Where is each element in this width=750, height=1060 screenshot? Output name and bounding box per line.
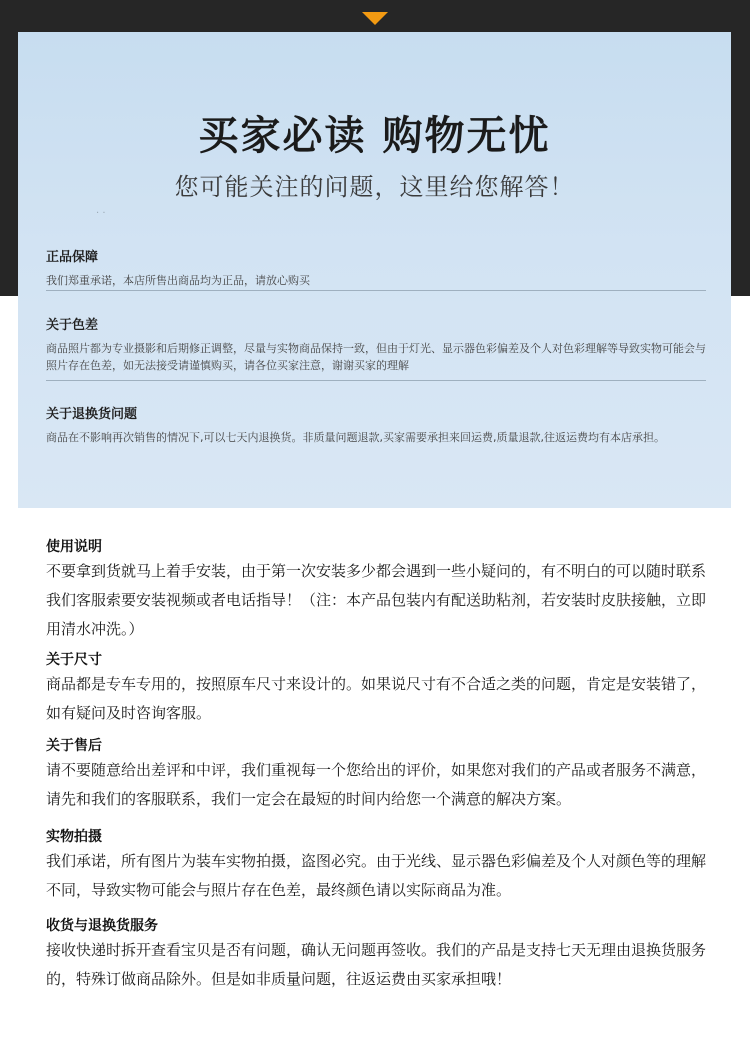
decorative-dots: · · — [96, 208, 106, 219]
section-size — [46, 650, 716, 728]
section-body: 接收快递时拆开查看宝贝是否有问题，确认无问题再签收。我们的产品是支持七天无理由退换货服务的，特殊订做商品除外。但是如非质量问题，往返运费由买家承担哦！ — [46, 941, 707, 988]
section-body: 不要拿到货就马上着手安装，由于第一次安装多少都会遇到一些小疑问的，有不明白的可以随时联系我们客服索要安装视频或者电话指导！（注：本产品包装内有配送助粘剂，若安装时皮肤接触，立即用清水冲洗。） — [46, 562, 707, 638]
faq-question: 关于色差 — [46, 318, 99, 333]
section-photos — [46, 827, 716, 905]
page-subtitle: 您可能关注的问题，这里给您解答！ — [174, 173, 575, 201]
section-body: 商品都是专车专用的，按照原车尺寸来设计的。如果说尺寸有不合适之类的问题，肯定是安装错了，如有疑问及时咨询客服。 — [46, 675, 707, 722]
faq-answer: 我们郑重承诺，本店所售出商品均为正品，请放心购买 — [46, 274, 310, 287]
notice-card — [18, 32, 731, 508]
section-heading: 实物拍摄 — [46, 829, 102, 845]
divider — [46, 290, 706, 291]
section-after-sales — [46, 736, 716, 814]
faq-question: 正品保障 — [46, 250, 99, 265]
divider — [46, 380, 706, 381]
section-delivery-returns — [46, 916, 716, 994]
section-heading: 使用说明 — [46, 539, 102, 555]
down-arrow-icon — [362, 12, 388, 25]
section-body: 我们承诺，所有图片为装车实物拍摄，盗图必究。由于光线、显示器色彩偏差及个人对颜色等的理解不同，导致实物可能会与照片存在色差，最终颜色请以实际商品为准。 — [46, 852, 707, 899]
faq-answer: 商品照片都为专业摄影和后期修正调整，尽量与实物商品保持一致，但由于灯光、显示器色彩偏差及个人对色彩理解等导致实物可能会与照片存在色差，如无法接受请谨慎购买，请各位买家注意，谢谢买家的理解 — [46, 342, 706, 372]
faq-item-color — [46, 314, 706, 374]
faq-answer: 商品在不影响再次销售的情况下,可以七天内退换货。非质量问题退款,买家需要承担来回运费,质量退款,往返运费均有本店承担。 — [46, 431, 665, 444]
section-heading: 关于售后 — [46, 738, 102, 754]
section-heading: 收货与退换货服务 — [46, 918, 158, 934]
page-title: 买家必读 购物无忧 — [198, 113, 551, 159]
faq-question: 关于退换货问题 — [46, 407, 138, 422]
section-heading: 关于尺寸 — [46, 652, 102, 668]
section-body: 请不要随意给出差评和中评，我们重视每一个您给出的评价，如果您对我们的产品或者服务不满意，请先和我们的客服联系，我们一定会在最短的时间内给您一个满意的解决方案。 — [46, 761, 707, 808]
section-usage — [46, 537, 716, 644]
faq-item-returns — [46, 403, 706, 446]
faq-item-genuine — [46, 246, 706, 289]
